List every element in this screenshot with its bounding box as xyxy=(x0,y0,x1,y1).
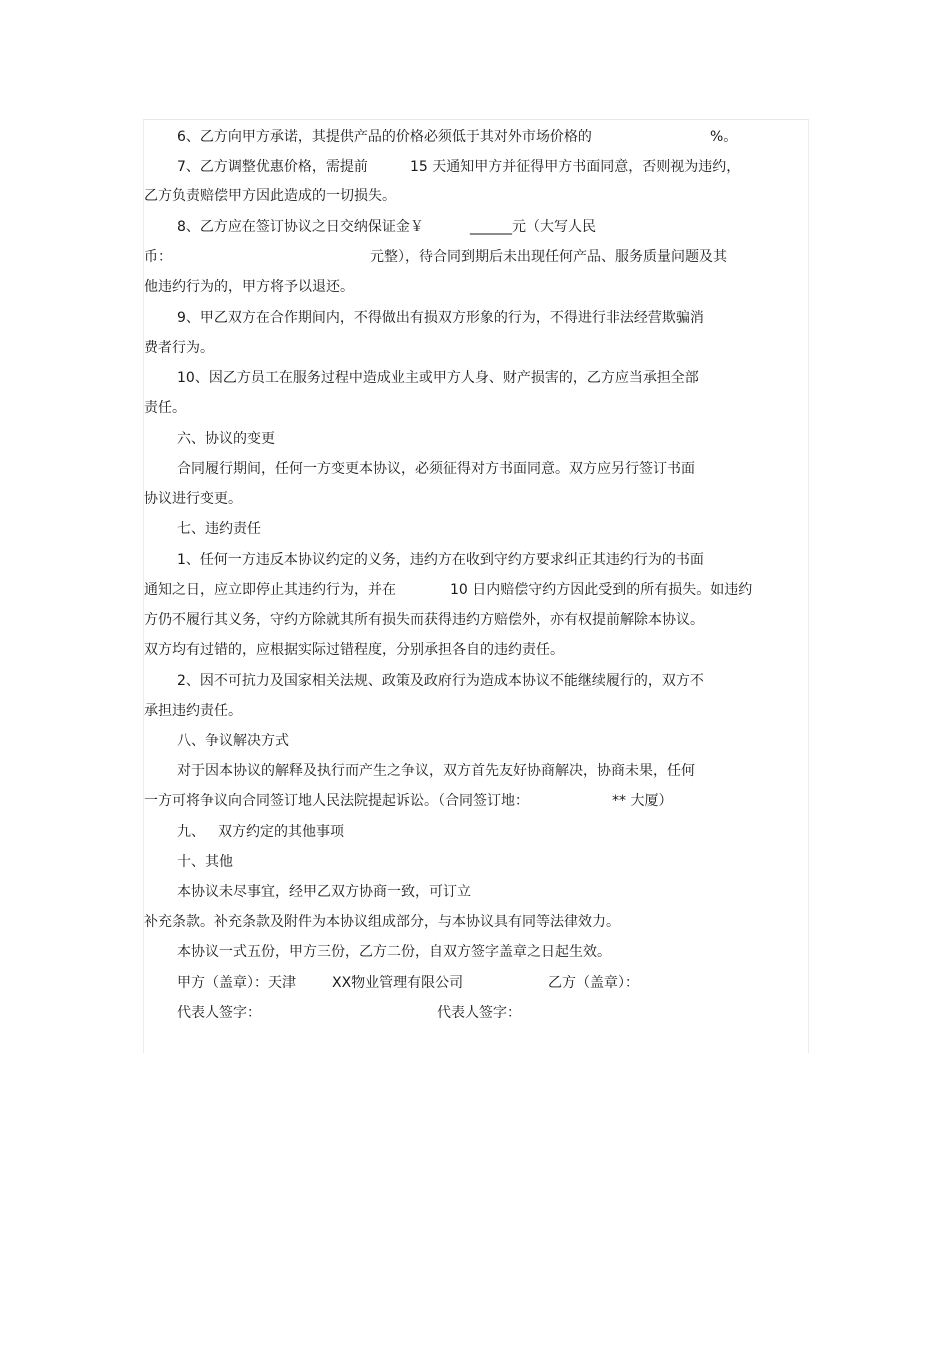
section-10-text-2: 补充条款。补充条款及附件为本协议组成部分，与本协议具有同等法律效力。 xyxy=(144,914,620,930)
section-7-clause-2: 2、因不可抗力及国家相关法规、政策及政府行为造成本协议不能继续履行的，双方不 xyxy=(177,673,704,689)
section-7-clause-1-3: 10 日内赔偿守约方因此受到的所有损失。如违约 xyxy=(450,582,753,598)
section-8-text-2: 一方可将争议向合同签订地人民法院提起诉讼。（合同签订地： xyxy=(144,793,529,809)
clause-8-text-2: 元整），待合同到期后未出现任何产品、服务质量问题及其 xyxy=(370,249,727,265)
clause-9-text-2: 费者行为。 xyxy=(144,340,214,356)
clause-8-text-3: 他违约行为的，甲方将予以退还。 xyxy=(144,279,354,295)
clause-10-text-2: 责任。 xyxy=(144,400,186,416)
section-10-heading: 十、其他 xyxy=(177,854,233,870)
section-10-text-3: 本协议一式五份，甲方三份，乙方二份，自双方签字盖章之日起生效。 xyxy=(177,944,611,960)
section-7-clause-1: 1、任何一方违反本协议约定的义务，违约方在收到守约方要求纠正其违约行为的书面 xyxy=(177,552,704,568)
section-8-text: 对于因本协议的解释及执行而产生之争议，双方首先友好协商解决，协商未果，任何 xyxy=(177,763,695,779)
section-8-location: ** 大厦） xyxy=(612,793,673,809)
clause-6-text: 6、乙方向甲方承诺，其提供产品的价格必须低于其对外市场价格的 xyxy=(177,129,592,145)
section-7-clause-2-2: 承担违约责任。 xyxy=(144,703,242,719)
party-b-seal-label: 乙方（盖章）： xyxy=(548,975,639,991)
section-7-clause-1-2: 通知之日，应立即停止其违约行为，并在 xyxy=(144,582,396,598)
section-7-clause-1-4: 方仍不履行其义务，守约方除就其所有损失而获得违约方赔偿外，亦有权提前解除本协议。 xyxy=(144,612,704,628)
party-a-company: XX物业管理有限公司 xyxy=(332,975,464,991)
section-9-heading: 双方约定的其他事项 xyxy=(218,824,344,840)
clause-8-amount: ______元（大写人民 xyxy=(470,219,596,235)
clause-7-text-2: 15 天通知甲方并征得甲方书面同意，否则视为违约， xyxy=(410,159,741,175)
section-6-text-2: 协议进行变更。 xyxy=(144,491,242,507)
clause-7-text-3: 乙方负责赔偿甲方因此造成的一切损失。 xyxy=(144,188,396,204)
section-6-heading: 六、协议的变更 xyxy=(177,431,275,447)
clause-9-text: 9、甲乙双方在合作期间内，不得做出有损双方形象的行为，不得进行非法经营欺骗消 xyxy=(177,310,704,326)
section-7-clause-1-5: 双方均有过错的，应根据实际过错程度，分别承担各自的违约责任。 xyxy=(144,642,564,658)
clause-7-text: 7、乙方调整优惠价格，需提前 xyxy=(177,159,368,175)
section-7-heading: 七、违约责任 xyxy=(177,521,261,537)
party-a-representative-label: 代表人签字： xyxy=(177,1005,261,1021)
clause-8-currency: 币： xyxy=(144,249,172,265)
party-a-seal-label: 甲方（盖章）：天津 xyxy=(177,975,296,991)
clause-10-text: 10、因乙方员工在服务过程中造成业主或甲方人身、财产损害的，乙方应当承担全部 xyxy=(177,370,699,386)
party-b-representative-label: 代表人签字： xyxy=(437,1005,521,1021)
section-10-text: 本协议未尽事宜，经甲乙双方协商一致，可订立 xyxy=(177,884,471,900)
section-9-number: 九、 xyxy=(177,824,205,840)
section-8-heading: 八、争议解决方式 xyxy=(177,733,289,749)
clause-8-text: 8、乙方应在签订协议之日交纳保证金￥ xyxy=(177,219,424,235)
section-6-text: 合同履行期间，任何一方变更本协议，必须征得对方书面同意。双方应另行签订书面 xyxy=(177,461,695,477)
clause-6-percent: %。 xyxy=(710,129,738,145)
